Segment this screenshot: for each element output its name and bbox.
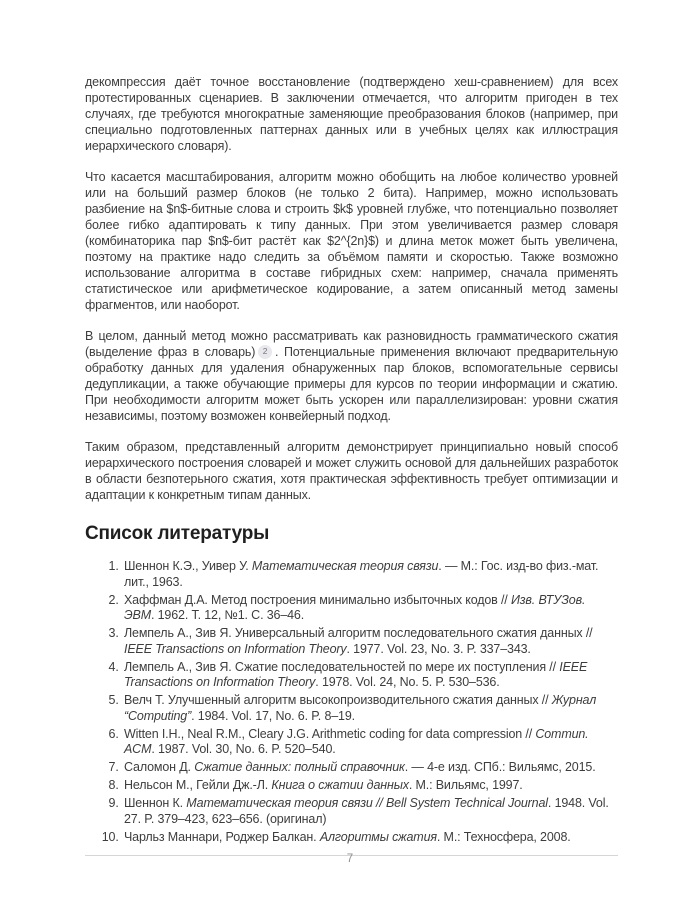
reference-title-italic: Сжатие данных: полный справочник [194, 760, 405, 774]
reference-item [122, 593, 618, 624]
body-paragraph-2: Что касается масштабирования, алгоритм можно обобщить на любое количество уровней или на больший размер блоков (не только 2 бита). Например, можно использовать разбиение на $n$-битные слова и строить $k$ уровней глубже, что потенциально позволяет более гибко адаптировать к типу данных. При этом увеличивается размер словаря (комбинаторика пар $n$-бит растёт как $2^{2n}$) и длина меток может быть увеличена, поэтому на практике надо следить за объёмом памяти и скоростью. Также возможно использование алгоритма в составе гибридных схем: например, сначала применять статистическое или арифметическое кодирование, а затем описанный метод замены фрагментов, или наоборот. [85, 170, 618, 312]
reference-text: Чарльз Маннари, Роджер Балкан. [124, 829, 320, 844]
reference-item [122, 660, 618, 691]
reference-text: . 1978. Vol. 24, No. 5. P. 530–536. [315, 675, 500, 689]
footnote-citation-badge[interactable]: 2 [258, 345, 272, 359]
reference-title-italic: Математическая теория связи [251, 559, 439, 573]
reference-item [122, 760, 618, 776]
reference-item [122, 727, 618, 758]
reference-item [122, 693, 618, 724]
reference-title-italic: IEEE Transactions on Information Theory [124, 659, 588, 689]
reference-text: . 1987. Vol. 30, No. 6. P. 520–540. [151, 742, 336, 756]
paragraph-text-before-citation: В целом, данный метод можно рассматривать как разновидность грамматического сжатия (выделение фраз в словарь) [85, 329, 618, 359]
page-number: 7 [346, 853, 354, 865]
reference-text: Шеннон К.Э., Уивер У. [124, 559, 252, 573]
reference-title-italic: Книга о сжатии данных [271, 778, 409, 792]
reference-title-italic: Математическая теория связи // Bell System Technical Journal [186, 796, 548, 810]
reference-text: . 1962. Т. 12, №1. С. 36–46. [150, 608, 305, 622]
reference-text: Лемпель А., Зив Я. Универсальный алгоритм последовательного сжатия данных // [124, 626, 593, 640]
references-list [85, 559, 618, 845]
reference-text: Велч Т. Улучшенный алгоритм высокопроизводительного сжатия данных // [124, 693, 552, 707]
body-paragraph-3 [85, 328, 618, 424]
document-page [85, 0, 618, 856]
reference-item [122, 830, 618, 846]
reference-title-italic: Commun. ACM [124, 726, 589, 756]
reference-text: . М.: Техносфера, 2008. [436, 829, 571, 844]
reference-text: Лемпель А., Зив Я. Сжатие последовательностей по мере их поступления // [124, 659, 560, 674]
reference-text: . 1977. Vol. 23, No. 3. P. 337–343. [346, 641, 531, 656]
reference-text: Нельсон М., Гейли Дж.-Л. [124, 778, 272, 792]
reference-text: Witten I.H., Neal R.M., Cleary J.G. Arithmetic coding for data compression // [124, 726, 536, 741]
paragraph-text-after-citation: . Потенциальные применения включают предварительную обработку данных для удаления обнаруженных пар блоков, вспомогательные сервисы дедупликации, а также обучающие примеры для курсов по теории информации и сжатию. При необходимости алгоритм может быть ускорен или параллелизирован: уровни сжатия независимы, поэтому возможен конвейерный подход. [85, 345, 618, 423]
reference-text: Хаффман Д.А. Метод построения минимально избыточных кодов // [124, 592, 511, 607]
reference-text: . — М.: Гос. изд-во физ.-мат. лит., 1963. [124, 559, 599, 589]
body-paragraph-4: Таким образом, представленный алгоритм демонстрирует принципиально новый способ иерархического построения словарей и может служить основой для дальнейших разработок в области безпотерьного сжатия, хотя практическая эффективность требует оптимизации и адаптации к конкретным типам данных. [85, 440, 618, 502]
reference-title-italic: Алгоритмы сжатия [319, 829, 437, 844]
reference-item [122, 559, 618, 590]
body-paragraph-1: декомпрессия даёт точное восстановление (подтверждено хеш-сравнением) для всех протестированных сценариев. В заключении отмечается, что алгоритм пригоден в тех случаях, где требуются многократные заменяющие преобразования блоков (например, при специально подготовленных паттернах данных или в учебных целях как иллюстрация иерархического словаря). [85, 75, 618, 153]
reference-text: . — 4-е изд. СПб.: Вильямс, 2015. [404, 760, 596, 774]
reference-title-italic: IEEE Transactions on Information Theory [124, 641, 347, 656]
reference-text: . М.: Вильямс, 1997. [408, 778, 523, 792]
reference-text: Шеннон К. [124, 796, 187, 810]
reference-title-italic: Журнал “Computing” [124, 693, 597, 723]
reference-item [122, 796, 618, 827]
reference-item [122, 778, 618, 794]
references-heading: Список литературы [85, 523, 270, 544]
reference-text: . 1948. Vol. 27. P. 379–423, 623–656. (оригинал) [124, 796, 609, 826]
reference-text: Саломон Д. [124, 760, 195, 774]
reference-item [122, 626, 618, 657]
reference-title-italic: Изв. ВТУЗов. ЭВМ [124, 592, 586, 622]
reference-text: . 1984. Vol. 17, No. 6. P. 8–19. [191, 708, 355, 723]
